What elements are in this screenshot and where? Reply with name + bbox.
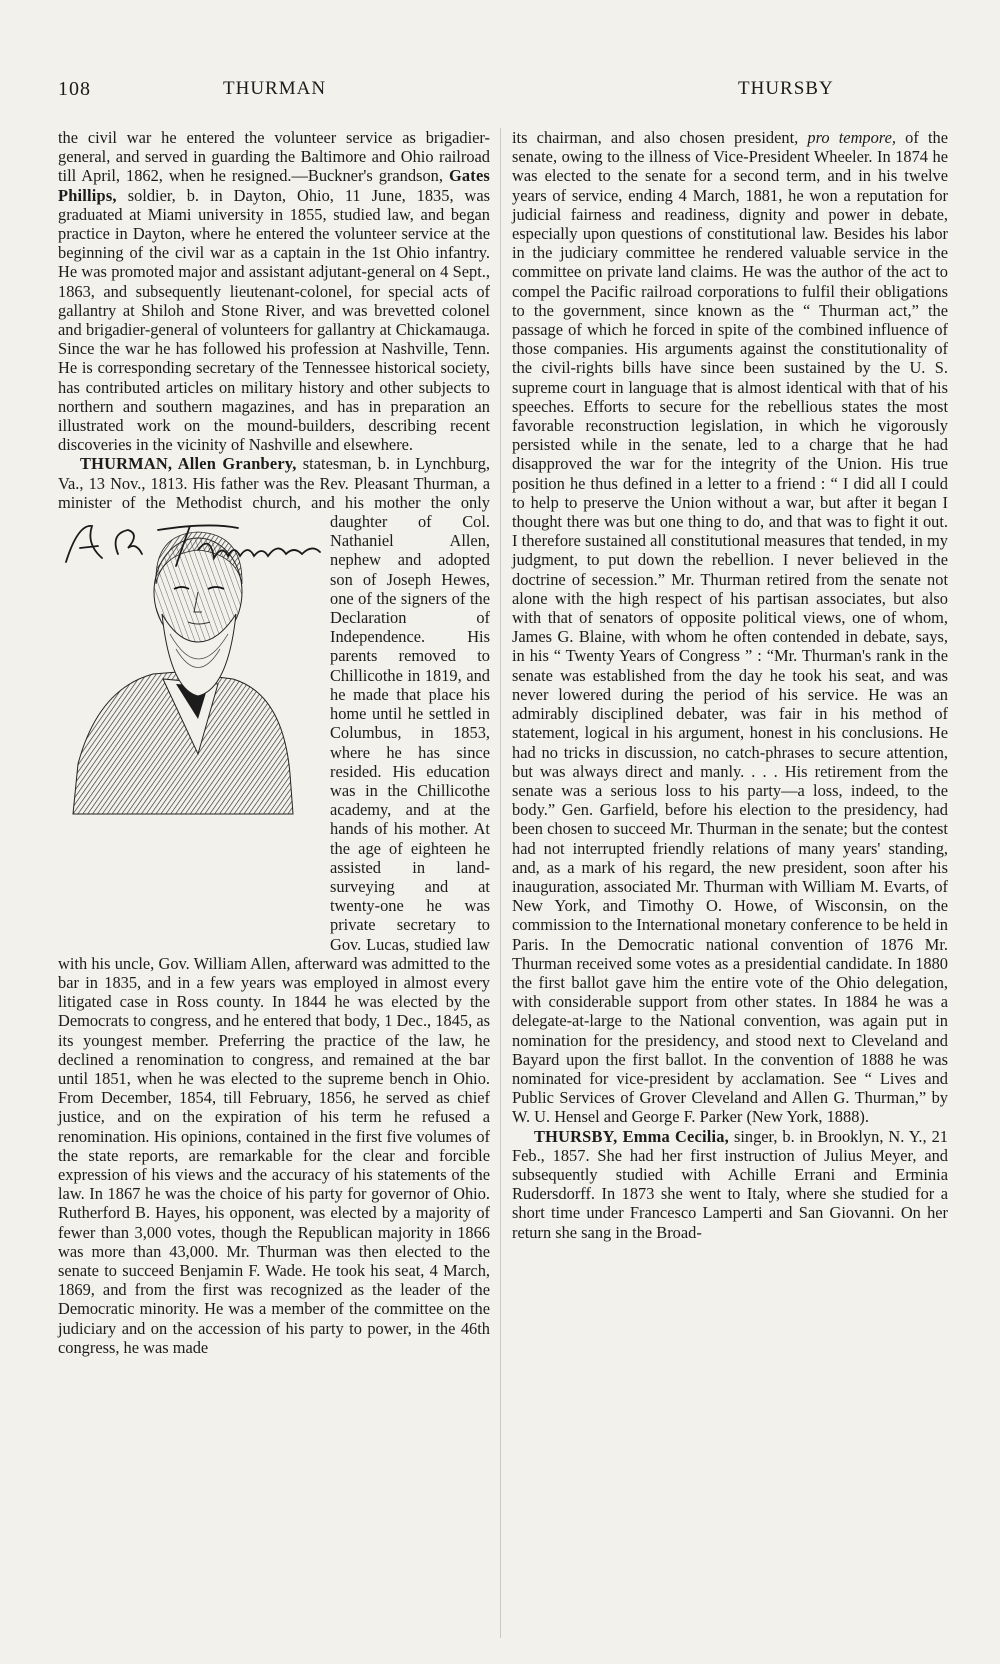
paragraph-thurman-allen: THURMAN, Allen Granbery, statesman, b. in Lynchburg, Va., 13 Nov., 1813. His father was the Rev. Pleasant Thurman, a minister of the Methodist church, and his mother the only daughter of Col. Nathaniel Allen, nephew and adopted son of Joseph Hewes, one of the signers of the Declaration of Independence. His parents removed to Chillicothe in 1819, and he made that place his home until he settled in Columbus, in 1853, where he has since resided. His education was in the Chillicothe academy, and at the hands of his mother. At the age of eighteen he assisted in land-surveying and at twenty-one he was private secretary to Gov. Lucas, studied law with his uncle, Gov. William Allen, afterward was admitted to the bar in 1835, and in a few years was employed in almost every litigated case in Ross county. In 1844 he was elected by the Democrats to congress, and he entered that body, 1 Dec., 1845, as its youngest member. Preferring the practice of the law, he declined a renomination to congress, and remained at the bar until 1851, when he was elected to the supreme bench in Ohio. From December, 1854, till February, 1856, he served as chief justice, and on the expiration of his term he refused a renomination. His opinions, contained in the first five volumes of the state reports, are remarkable for the clear and forcible expression of his views and the accuracy of his statements of the law. In 1867 he was the choice of his party for governor of Ohio. Rutherford B. Hayes, his opponent, was elected by a majority of fewer than 3,000 votes, though the Republican majority in 1866 was more than 43,000. Mr. Thurman was then elected to the senate to succeed Benjamin F. Wade. He took his seat, 4 March, 1869, and from the first was recognized as the leader of the Democratic minority. He was a member of the committee on the judiciary and on the accession of his party to power, in the 46th congress, he was made bbox=[58, 454, 490, 1357]
paragraph-thurman-cont: its chairman, and also chosen president, pro tempore, of the senate, owing to the illness of Vice-President Wheeler. In 1874 he was elected to the senate for a second term, and in his twelve years of service, ending 4 March, 1881, he won a reputation for judicial fairness and readiness, dignity and power in debate, especially upon questions of constitutional law. Besides his labor in the judiciary committee he rendered valuable service in the committee on private land claims. He was the author of the act to compel the Pacific railroad corporations to fulfil their obligations to the government, since known as the “ Thurman act,” the passage of which he forced in spite of the combined influence of those companies. His arguments against the constitutionality of the civil-rights bills have since been sustained by the U. S. supreme court in language that is almost identical with that of his speeches. Efforts to secure for the rebellious states the most favorable reconstruction legislation, in which he vigorously persisted while in the senate, led to a charge that he had disapproved the war for the integrity of the Union. His true position he thus defined in a letter to a friend : “ I did all I could to help to preserve the Union without a war, but after it began I thought there was but one thing to do, and that was to fight it out. I therefore sustained all constitutional measures that tended, in my judgment, to put down the rebellion. I never believed in the doctrine of secession.” Mr. Thurman retired from the senate not alone with the high respect of his partisan associates, but also with that of senators of opposite political views, one of whom, James G. Blaine, with whom he often contended in debate, says, in his “ Twenty Years of Congress ” : “Mr. Thurman's rank in the senate was established from the day he took his seat, and was never lowered during the period of his service. He was an admirably disciplined debater, was fair in his method of statement, logical in his argument, honest in his conclusions. He had no tricks in discussion, no catch-phrases to secure attention, but was always direct and manly. . . . His retirement from the senate was a serious loss to his party—a loss, indeed, to the body.” Gen. Garfield, before his election to the presidency, had been chosen to succeed Mr. Thurman in the senate; but the contest had not interrupted friendly relations of many years' standing, and, as a mark of his regard, the new president, soon after his inauguration, associated Mr. Thurman with William M. Evarts, of New York, and Timothy O. Howe, of Wisconsin, on the commission to the International monetary conference to be held in Paris. In the Democratic national convention of 1876 Mr. Thurman received some votes as a presidential candidate. In 1880 the first ballot gave him the entire vote of the Ohio delegation, with considerable support from other states. In 1884 he was a delegate-at-large to the National convention, was again put in nomination for the presidency, and stood next to Cleveland and Bayard upon the first ballot. In the convention of 1888 he was nominated for vice-president by acclamation. See “ Lives and Public Services of Grover Cleveland and Allen G. Thurman,” by W. U. Hensel and George F. Parker (New York, 1888). bbox=[512, 128, 948, 1127]
portrait-engraving bbox=[58, 514, 320, 938]
column-divider bbox=[500, 128, 501, 1638]
running-header bbox=[58, 78, 938, 104]
paragraph-thursby: THURSBY, Emma Cecilia, singer, b. in Brooklyn, N. Y., 21 Feb., 1857. She had her first instruction of Julius Meyer, and subsequently studied with Achille Errani and Erminia Rudersdorff. In 1873 she went to Italy, where she studied for a short time under Francesco Lamperti and San Giovanni. On her return she sang in the Broad- bbox=[512, 1126, 948, 1242]
header-left-title: THURMAN bbox=[223, 78, 327, 99]
entry-name-gates-phillips: Gates Phillips, bbox=[58, 166, 490, 205]
left-column bbox=[58, 128, 490, 1357]
right-column bbox=[512, 128, 948, 1242]
paragraph-phillips: the civil war he entered the volunteer service as brigadier-general, and served in guarding the Baltimore and Ohio railroad till April, 1862, when he resigned.—Buckner's grandson, Gates Phillips, soldier, b. in Dayton, Ohio, 11 June, 1835, was graduated at Miami university in 1855, studied law, and began practice in Dayton, where he entered the volunteer service at the beginning of the civil war as a captain in the 1st Ohio infantry. He was promoted major and assistant adjutant-general on 4 Sept., 1863, and subsequently lieutenant-colonel, for special acts of gallantry at Shiloh and Stone River, and was brevetted colonel and brigadier-general of volunteers for gallantry at Chickamauga. Since the war he has followed his profession at Nashville, Tenn. He is corresponding secretary of the Tennessee historical society, has contributed articles on military history and other subjects to northern and southern magazines, and has in preparation an illustrated work on the mound-builders, describing recent discoveries in the vicinity of Nashville and elsewhere. bbox=[58, 128, 490, 455]
italic-pro-tempore: pro tempore, bbox=[807, 128, 896, 147]
header-right-title: THURSBY bbox=[738, 78, 834, 99]
entry-name-thurman: THURMAN, Allen Granbery, bbox=[80, 454, 297, 474]
entry-name-thursby: THURSBY, Emma Cecilia, bbox=[534, 1126, 729, 1146]
entry-text-continued: daughter of Col. Nathaniel Allen, nephew and adopted son of Joseph Hewes, one of the signers of the Declaration of Independence. His parents removed to Chillicothe in 1819, and he made that place his home until he settled in Columbus, in 1853, where he has since resided. His education was in the Chillicothe academy, and at the hands of his mother. At the age of eighteen he assisted in land-surveying and at twenty-one he was private secretary to Gov. Lucas, studied law with his uncle, Gov. William Allen, afterward was admitted to the bar in 1835, and in a few years was employed in almost every litigated case in Ross county. In 1844 he was elected by the Democrats to congress, and he entered that body, 1 Dec., 1845, as its youngest member. Preferring the practice of the law, he declined a renomination to congress, and remained at the bar until 1851, when he was elected to the supreme bench in Ohio. From December, 1854, till February, 1856, he served as chief justice, and on the expiration of his term he refused a renomination. His opinions, contained in the first five volumes of the state reports, are remarkable for the clear and forcible expression of his views and the accuracy of his statements of the law. In 1867 he was the choice of his party for governor of Ohio. Rutherford B. Hayes, his opponent, was elected by a majority of fewer than 3,000 votes, though the Republican majority in 1866 was more than 43,000. Mr. Thurman was then elected to the senate to succeed Benjamin F. Wade. He took his seat, 4 March, 1869, and from the first was recognized as the leader of the Democratic minority. He was a member of the committee on the judiciary and on the accession of his party to power, in the 46th congress, he was made bbox=[58, 512, 490, 1357]
signature-image bbox=[58, 514, 328, 574]
page-number: 108 bbox=[58, 78, 91, 100]
